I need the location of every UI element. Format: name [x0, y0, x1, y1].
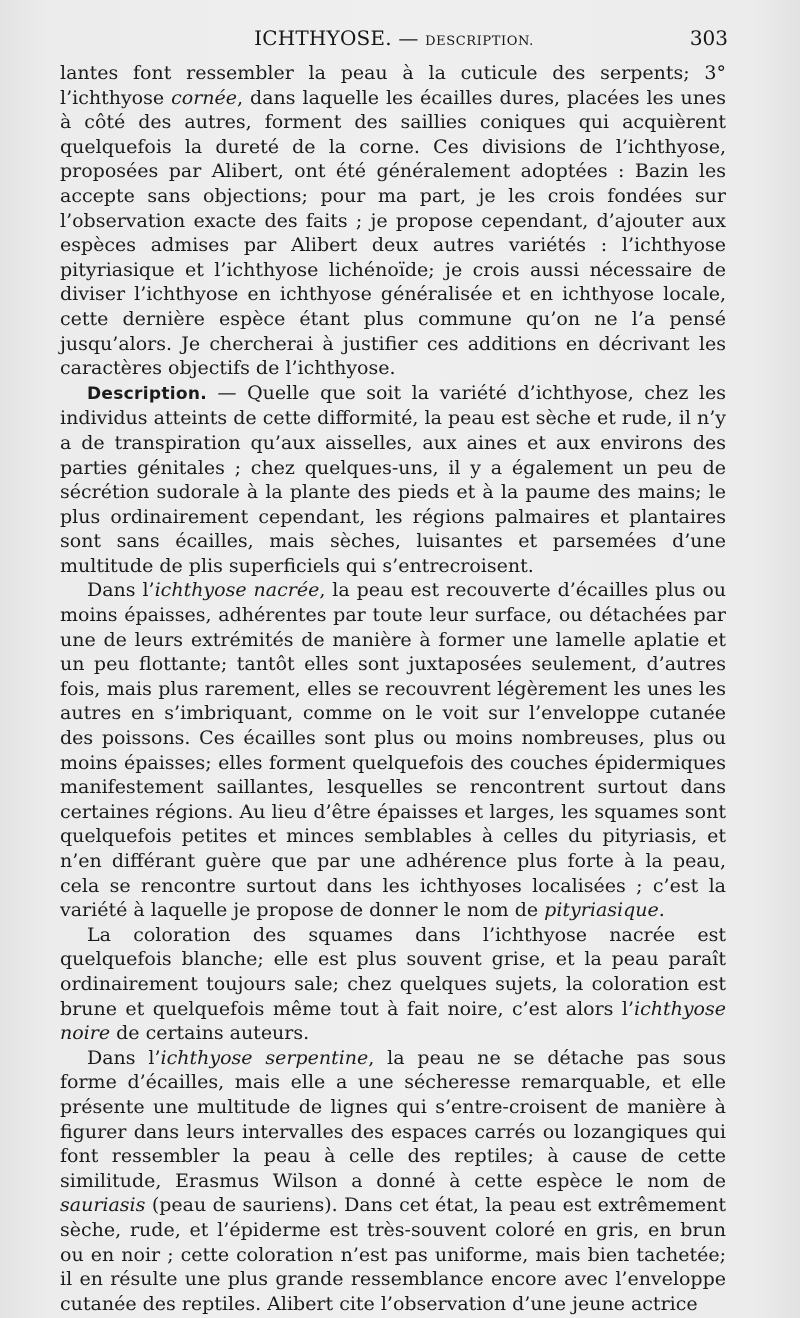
- paragraph-nacree-start: Dans l’: [87, 579, 155, 602]
- term-sauriasis: sauriasis: [60, 1194, 146, 1217]
- paragraph-nacree-end: .: [658, 899, 665, 922]
- paragraph-1-rest: , dans laquelle les écailles dures, placées les unes à côté des autres, forment des saillies coniques qui acquièrent quelquefois la dureté de la corne. Ces divisions de l’ichthyose, proposées par Alibert, ont été généralement adoptées : Bazin les accepte sans objections; pour ma part, je les crois fondées sur l’observation exacte des faits ; je propose cependant, d’ajouter aux espèces admises par Alibert deux autres variétés : l’ichthyose pityriasique et l’ichthyose lichénoïde; je crois aussi nécessaire de diviser l’ichthyose en ichthyose généralisée et en ichthyose locale, cette dernière espèce étant plus commune qu’on ne l’a pensé jusqu’alors. Je chercherai à justifier ces additions en décrivant les caractères objectifs de l’ichthyose.: [60, 86, 727, 380]
- paragraph-1-text: lantes font ressembler la peau à la cuticule des serpents; 3° l’ichthyose: [60, 62, 726, 109]
- section-heading-description: Description.: [87, 383, 208, 404]
- paragraph-coloration-text: La coloration des squames dans l’ichthyose nacrée est quelquefois blanche; elle est plus souvent grise, et la peau paraît ordinairement toujours sale; chez quelques sujets, la coloration est brune et quelquefois même tout à fait noire, c’est alors l’: [60, 923, 726, 1020]
- term-cornee: cornée: [171, 86, 238, 109]
- running-title-section: DESCRIPTION.: [425, 34, 534, 49]
- term-ichthyose-noire: ichthyose noire: [60, 997, 726, 1045]
- running-header: [60, 22, 728, 52]
- term-ichthyose-nacree: ichthyose nacrée: [154, 579, 320, 602]
- paragraph-serpentine-end: (peau de sauriens). Dans cet état, la peau est extrêmement sèche, rude, et l’épiderme est très-souvent coloré en gris, en brun ou en noir ; cette coloration n’est pas uniforme, mais bien tachetée; il en résulte une plus grande ressemblance encore avec l’enveloppe cutanée des reptiles. Alibert cite l’observation d’une jeune actrice: [60, 1194, 726, 1315]
- paragraph-description: [60, 381, 726, 579]
- paragraph-serpentine: [60, 1046, 726, 1317]
- paragraph-1: [60, 61, 726, 381]
- running-title: [60, 26, 728, 50]
- paragraph-description-text: — Quelle que soit la variété d’ichthyose, chez les individus atteints de cette difformité, la peau est sèche et rude, il n’y a de transpiration qu’aux aisselles, aux aines et aux environs des parties génitales ; chez quelques-uns, il y a également un peu de sécrétion sudorale à la plante des pieds et à la paume des mains; le plus ordinairement cependant, les régions palmaires et plantaires sont sans écailles, mais sèches, luisantes et parsemées d’une multitude de plis superficiels qui s’entrecroisent.: [60, 381, 726, 577]
- paragraph-coloration-end: de certains auteurs.: [110, 1022, 310, 1045]
- body-text: [60, 61, 726, 1316]
- paragraph-serpentine-text: , la peau ne se détache pas sous forme d’écailles, mais elle a une sécheresse remarquable, et elle présente une multitude de lignes qui s’entre-croisent de manière à figurer dans leurs intervalles des espaces carrés ou lozangiques qui font ressembler la peau à celle des reptiles; à cause de cette similitude, Erasmus Wilson a donné à cette espèce le nom de: [60, 1046, 726, 1192]
- page-number: 303: [689, 26, 728, 50]
- paragraph-nacree-text: , la peau est recouverte d’écailles plus ou moins épaisses, adhérentes par toute leur surface, ou détachées par une de leurs extrémités de manière à former une lamelle aplatie et un peu flottante; tantôt elles sont juxtaposées seulement, d’autres fois, mais plus rarement, elles se recouvrent légèrement les unes les autres en s’imbriquant, comme on le voit sur l’enveloppe cutanée des poissons. Ces écailles sont plus ou moins nombreuses, plus ou moins épaisses; elles forment quelquefois des couches épidermiques manifestement saillantes, lesquelles se rencontrent surtout dans certaines régions. Au lieu d’être épaisses et larges, les squames sont quelquefois petites et minces semblables à celles du pityriasis, et n’en différant guère que par une adhérence plus forte à la peau, cela se rencontre surtout dans les ichthyoses localisées ; c’est la variété à laquelle je propose de donner le nom de: [60, 579, 726, 922]
- term-pityriasique: pityriasique: [544, 899, 659, 922]
- paragraph-coloration: [60, 923, 726, 1046]
- paragraph-nacree: [60, 578, 726, 922]
- running-title-main: ICHTHYOSE. —: [254, 26, 426, 50]
- paragraph-serpentine-start: Dans l’: [87, 1046, 161, 1069]
- term-ichthyose-serpentine: ichthyose serpentine: [160, 1046, 369, 1069]
